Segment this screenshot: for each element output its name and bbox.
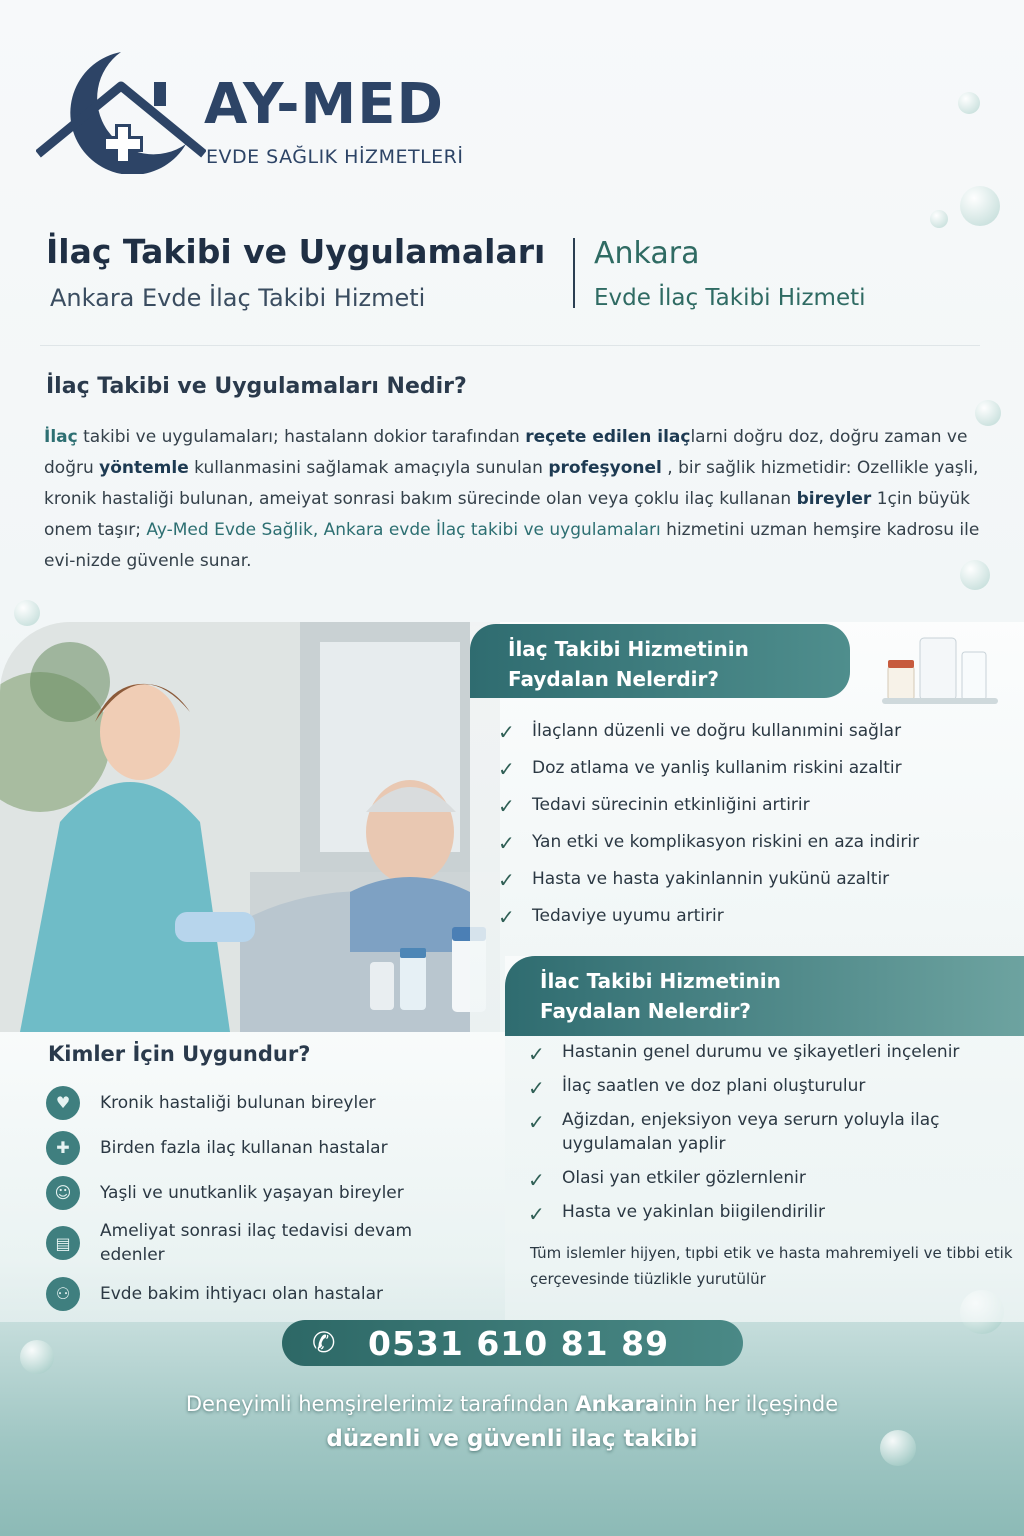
process-heading-line: Faydalan Nelerdir?	[540, 999, 751, 1023]
intro-text: hizmetini uzman hemşire kadrosu ile evi-nizde güvenle sunar.	[44, 520, 980, 571]
audience-heading: Kimler İçin Uygundur?	[48, 1042, 311, 1066]
process-text: İlaç saatlen ve doz plani oluşturulur	[562, 1076, 866, 1096]
check-icon: ✓	[498, 756, 515, 781]
check-icon: ✓	[498, 830, 515, 855]
medicine-bottles-icon	[880, 632, 1000, 712]
footer-text: Deneyimli hemşirelerimiz tarafından	[185, 1392, 576, 1416]
benefits-heading-line: İlaç Takibi Hizmetinin	[508, 637, 749, 661]
process-text: Olasi yan etkiler gözlernlenir	[562, 1168, 806, 1188]
audience-text: Ameliyat sonrasi ilaç tedavisi devam edenler	[100, 1221, 413, 1265]
process-item	[528, 1200, 1018, 1224]
intro-text: kullanmasini sağlamak amaçıyla sunulan	[188, 458, 549, 478]
process-item	[528, 1108, 1018, 1156]
check-icon: ✓	[498, 904, 515, 929]
logo-house-cross-icon	[36, 44, 206, 174]
intro-text: profeşyonel	[548, 458, 662, 478]
intro-text: İlaç	[44, 427, 78, 447]
decorative-bubble	[930, 210, 948, 228]
process-text: Hastanin genel durumu ve şikayetleri inçelenir	[562, 1042, 960, 1062]
benefit-text: Doz atlama ve yanliş kullanim riskini azaltir	[532, 757, 902, 778]
hygiene-note: Tüm islemler hijyen, tıpbi etik ve hasta mahremiyeli ve tibbi etik çerçevesinde tiüzlikle yurutülür	[530, 1244, 1013, 1288]
process-item	[528, 1040, 1018, 1064]
city-title: Ankara	[594, 236, 700, 271]
phone-icon: ✆	[312, 1326, 336, 1359]
audience-text: Evde bakim ihtiyacı olan hastalar	[100, 1283, 384, 1304]
page-title: İlaç Takibi ve Uygulamaları	[46, 232, 546, 271]
audience-item	[46, 1170, 460, 1215]
benefit-item	[498, 897, 919, 934]
benefit-item	[498, 786, 919, 823]
process-item	[528, 1166, 1018, 1190]
process-text: Ağizdan, enjeksiyon veya serurn yoluyla ilaç uygulamalan yaplir	[562, 1110, 940, 1154]
footer-line-2	[0, 1426, 1024, 1452]
check-icon: ✓	[528, 1168, 545, 1192]
check-icon: ✓	[528, 1076, 545, 1100]
benefits-heading-line: Faydalan Nelerdir?	[508, 667, 719, 691]
footer-text: düzenli ve güvenli	[326, 1426, 571, 1452]
benefit-item	[498, 860, 919, 897]
benefit-text: Yan etki ve komplikasyon riskini en aza indirir	[532, 831, 920, 852]
audience-item	[46, 1215, 460, 1271]
footer-text: ilaç takibi	[570, 1426, 698, 1452]
clipboard-icon: ▤	[46, 1226, 80, 1260]
check-icon: ✓	[528, 1202, 545, 1226]
intro-text: reçete edilen ilaç	[525, 427, 691, 447]
benefit-text: Tedavi sürecinin etkinliğini artirir	[532, 794, 810, 815]
phone-number: 0531 610 81 89	[368, 1323, 670, 1363]
process-text: Hasta ve yakinlan biigilendirilir	[562, 1202, 825, 1222]
benefit-text: Hasta ve hasta yakinlannin yukünü azaltir	[532, 868, 890, 889]
process-item	[528, 1074, 1018, 1098]
footer-line-1	[0, 1392, 1024, 1416]
brand-name: AY-MED	[204, 72, 445, 137]
page-subtitle: Ankara Evde İlaç Takibi Hizmeti	[50, 284, 426, 312]
city-subtitle: Evde İlaç Takibi Hizmeti	[594, 285, 866, 311]
nurse-patient-photo	[0, 622, 500, 1032]
intro-text: , bir sağlik hizmetidir: Ozellikle yaşli, kronik hastaliği bulunan, ameiyat sonrasi bakım sürecinde olan veya çoklu ilaç kullanan	[44, 458, 979, 509]
audience-item	[46, 1125, 460, 1170]
family-icon: ⚇	[46, 1277, 80, 1311]
process-list	[528, 1040, 1018, 1234]
benefits-heading	[508, 634, 749, 694]
benefit-text: Tedaviye uyumu artirir	[532, 905, 724, 926]
heart-care-icon: ♥	[46, 1086, 80, 1120]
benefit-item	[498, 823, 919, 860]
pills-icon: ✚	[46, 1131, 80, 1165]
audience-text: Kronik hastaliği bulunan bireyler	[100, 1092, 376, 1113]
elderly-icon: ☺	[46, 1176, 80, 1210]
check-icon: ✓	[528, 1042, 545, 1066]
intro-text: larni doğru doz, doğru zaman ve doğru	[44, 427, 968, 478]
process-heading	[540, 966, 781, 1026]
footer-text: Ankara	[575, 1392, 660, 1416]
decorative-bubble	[960, 186, 1000, 226]
audience-item	[46, 1271, 460, 1316]
decorative-bubble	[20, 1340, 54, 1374]
check-icon: ✓	[528, 1110, 545, 1134]
intro-text: yöntemle	[99, 458, 189, 478]
check-icon: ✓	[498, 867, 515, 892]
intro-text: Ay-Med Evde Sağlik, Ankara evde İlaç takibi ve uygulamaları	[146, 520, 661, 540]
benefit-item	[498, 749, 919, 786]
process-heading-line: İlac Takibi Hizmetinin	[540, 969, 781, 993]
check-icon: ✓	[498, 719, 515, 744]
decorative-bubble	[958, 92, 980, 114]
benefit-text: İlaçlann düzenli ve doğru kullanımini sağlar	[532, 720, 902, 741]
check-icon: ✓	[498, 793, 515, 818]
audience-text: Birden fazla ilaç kullanan hastalar	[100, 1137, 388, 1158]
audience-text: Yaşli ve unutkanlik yaşayan bireyler	[100, 1182, 404, 1203]
intro-text: 1çin büyük onem taşır;	[44, 489, 971, 540]
section-divider	[40, 345, 980, 346]
intro-text: bireyler	[796, 489, 872, 509]
benefits-list	[498, 712, 919, 934]
title-divider	[573, 238, 575, 308]
brand-tagline: EVDE SAĞLIK HİZMETLERİ	[206, 146, 464, 168]
decorative-bubble	[14, 600, 40, 626]
footer-text: inin her ilçeşinde	[659, 1392, 839, 1416]
audience-list	[46, 1080, 460, 1316]
phone-button[interactable]	[282, 1320, 743, 1366]
intro-heading: İlaç Takibi ve Uygulamaları Nedir?	[46, 374, 467, 399]
intro-text: takibi ve uygulamaları; hastalann dokior tarafından	[77, 427, 526, 447]
benefit-item	[498, 712, 919, 749]
intro-paragraph	[44, 422, 994, 577]
audience-item	[46, 1080, 460, 1125]
